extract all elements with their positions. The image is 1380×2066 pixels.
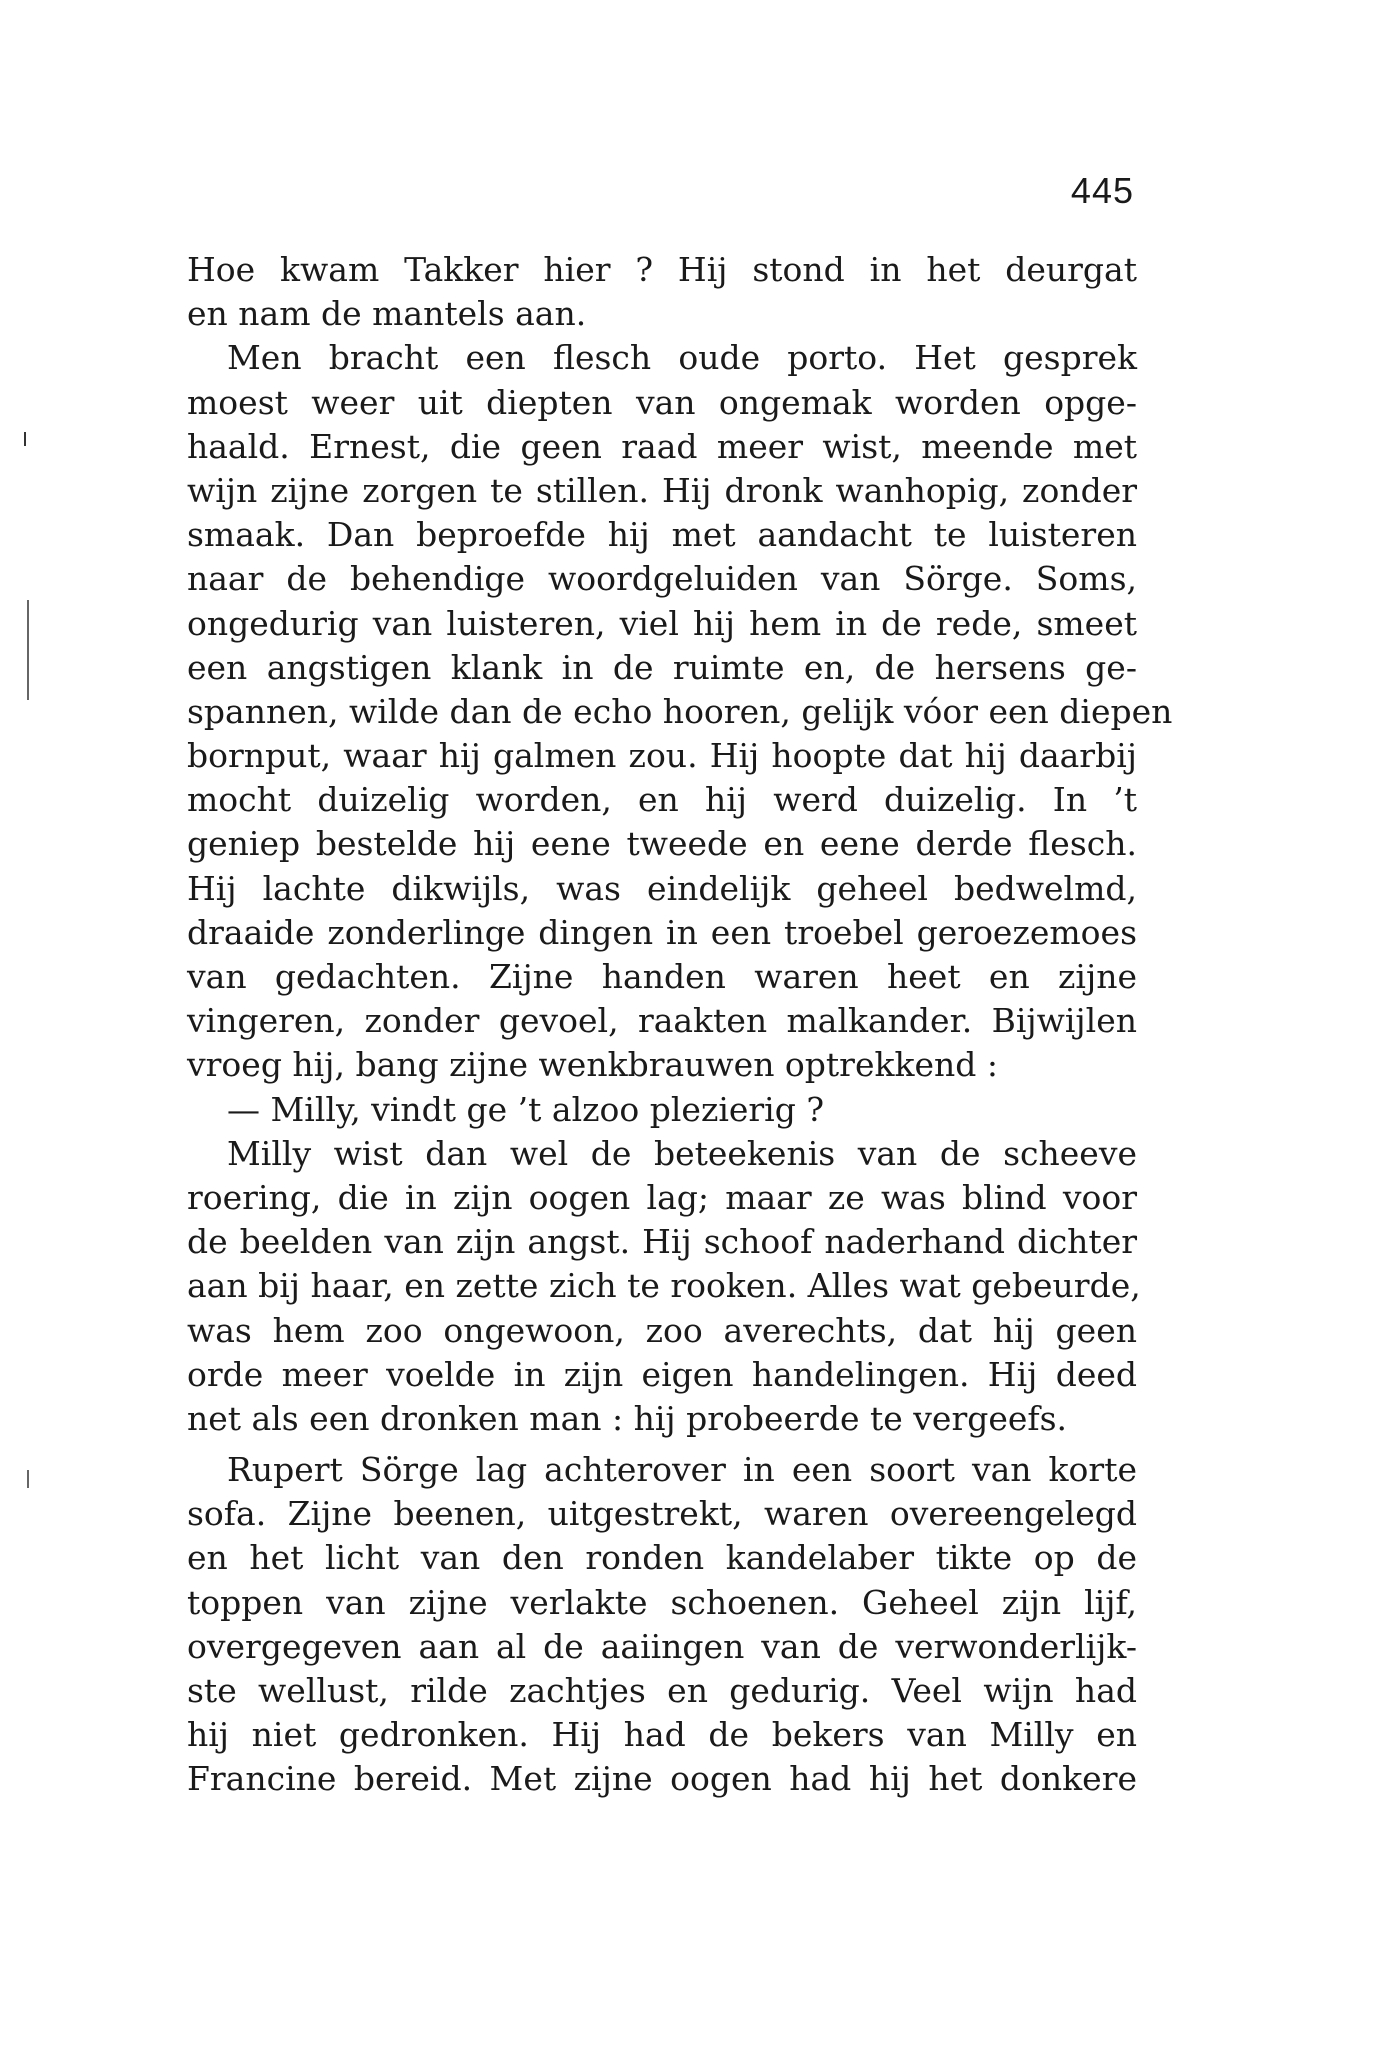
text-line: smaak. Dan beproefde hij met aandacht te luisteren (187, 515, 1137, 555)
text-line: Rupert Sörge lag achterover in een soort van korte (227, 1450, 1137, 1490)
margin-scan-mark (27, 1470, 29, 1488)
text-line: en nam de mantels aan. (187, 294, 587, 334)
text-line: orde meer voelde in zijn eigen handelingen. Hij deed (187, 1354, 1137, 1394)
text-line: van gedachten. Zijne handen waren heet en zijne (187, 957, 1137, 996)
text-line: geniep bestelde hij eene tweede en eene derde flesch. (187, 824, 1137, 864)
text-line: overgegeven aan al de aaiingen van de verwonderlijk- (187, 1626, 1137, 1666)
text-line: Men bracht een flesch oude porto. Het gesprek (227, 338, 1137, 378)
text-line: moest weer uit diepten van ongemak worden opge- (187, 382, 1137, 422)
text-line: draaide zonderlinge dingen in een troebel geroezemoes (187, 912, 1137, 952)
text-line: — Milly, vindt ge ’t alzoo plezierig ? (227, 1089, 825, 1129)
text-line: net als een dronken man : hij probeerde te vergeefs. (187, 1398, 1068, 1438)
text-line: bornput, waar hij galmen zou. Hij hoopte dat hij daarbij (187, 736, 1137, 776)
text-line: aan bij haar, en zette zich te rooken. Alles wat gebeurde, (187, 1266, 1141, 1306)
text-line: vroeg hij, bang zijne wenkbrauwen optrekkend : (187, 1045, 998, 1085)
text-line: was hem zoo ongewoon, zoo averechts, dat hij geen (187, 1310, 1137, 1350)
text-line: ste wellust, rilde zachtjes en gedurig. Veel wijn had (187, 1671, 1137, 1710)
text-line: een angstigen klank in de ruimte en, de hersens ge- (187, 647, 1137, 687)
text-line: toppen van zijne verlakte schoenen. Geheel zijn lijf, (187, 1582, 1137, 1622)
text-line: Hij lachte dikwijls, was eindelijk geheel bedwelmd, (187, 868, 1137, 908)
text-line: mocht duizelig worden, en hij werd duizelig. In ’t (187, 780, 1137, 820)
text-line: Francine bereid. Met zijne oogen had hij het donkere (187, 1759, 1137, 1799)
text-line: roering, die in zijn oogen lag; maar ze was blind voor (187, 1177, 1137, 1217)
text-line: de beelden van zijn angst. Hij schoof naderhand dichter (187, 1222, 1137, 1262)
text-line: Milly wist dan wel de beteekenis van de scheeve (227, 1133, 1137, 1173)
text-line: en het licht van den ronden kandelaber tikte op de (187, 1538, 1137, 1578)
text-line: spannen, wilde dan de echo hooren, gelijk vóor een diepen (187, 691, 1173, 731)
text-line: hij niet gedronken. Hij had de bekers van Milly en (187, 1715, 1137, 1755)
text-line: wijn zijne zorgen te stillen. Hij dronk wanhopig, zonder (187, 470, 1137, 510)
margin-scan-mark (27, 600, 29, 700)
margin-scan-mark (24, 432, 26, 446)
text-line: haald. Ernest, die geen raad meer wist, meende met (187, 426, 1137, 466)
text-line: ongedurig van luisteren, viel hij hem in de rede, smeet (187, 603, 1137, 643)
page-number: 445 (1070, 170, 1134, 211)
text-line: Hoe kwam Takker hier ? Hij stond in het deurgat (187, 250, 1137, 289)
body-text (187, 248, 1173, 1802)
text-line: sofa. Zijne beenen, uitgestrekt, waren overeengelegd (187, 1494, 1137, 1534)
text-line: naar de behendige woordgeluiden van Sörge. Soms, (187, 559, 1137, 599)
text-line: vingeren, zonder gevoel, raakten malkander. Bijwijlen (187, 1001, 1137, 1041)
